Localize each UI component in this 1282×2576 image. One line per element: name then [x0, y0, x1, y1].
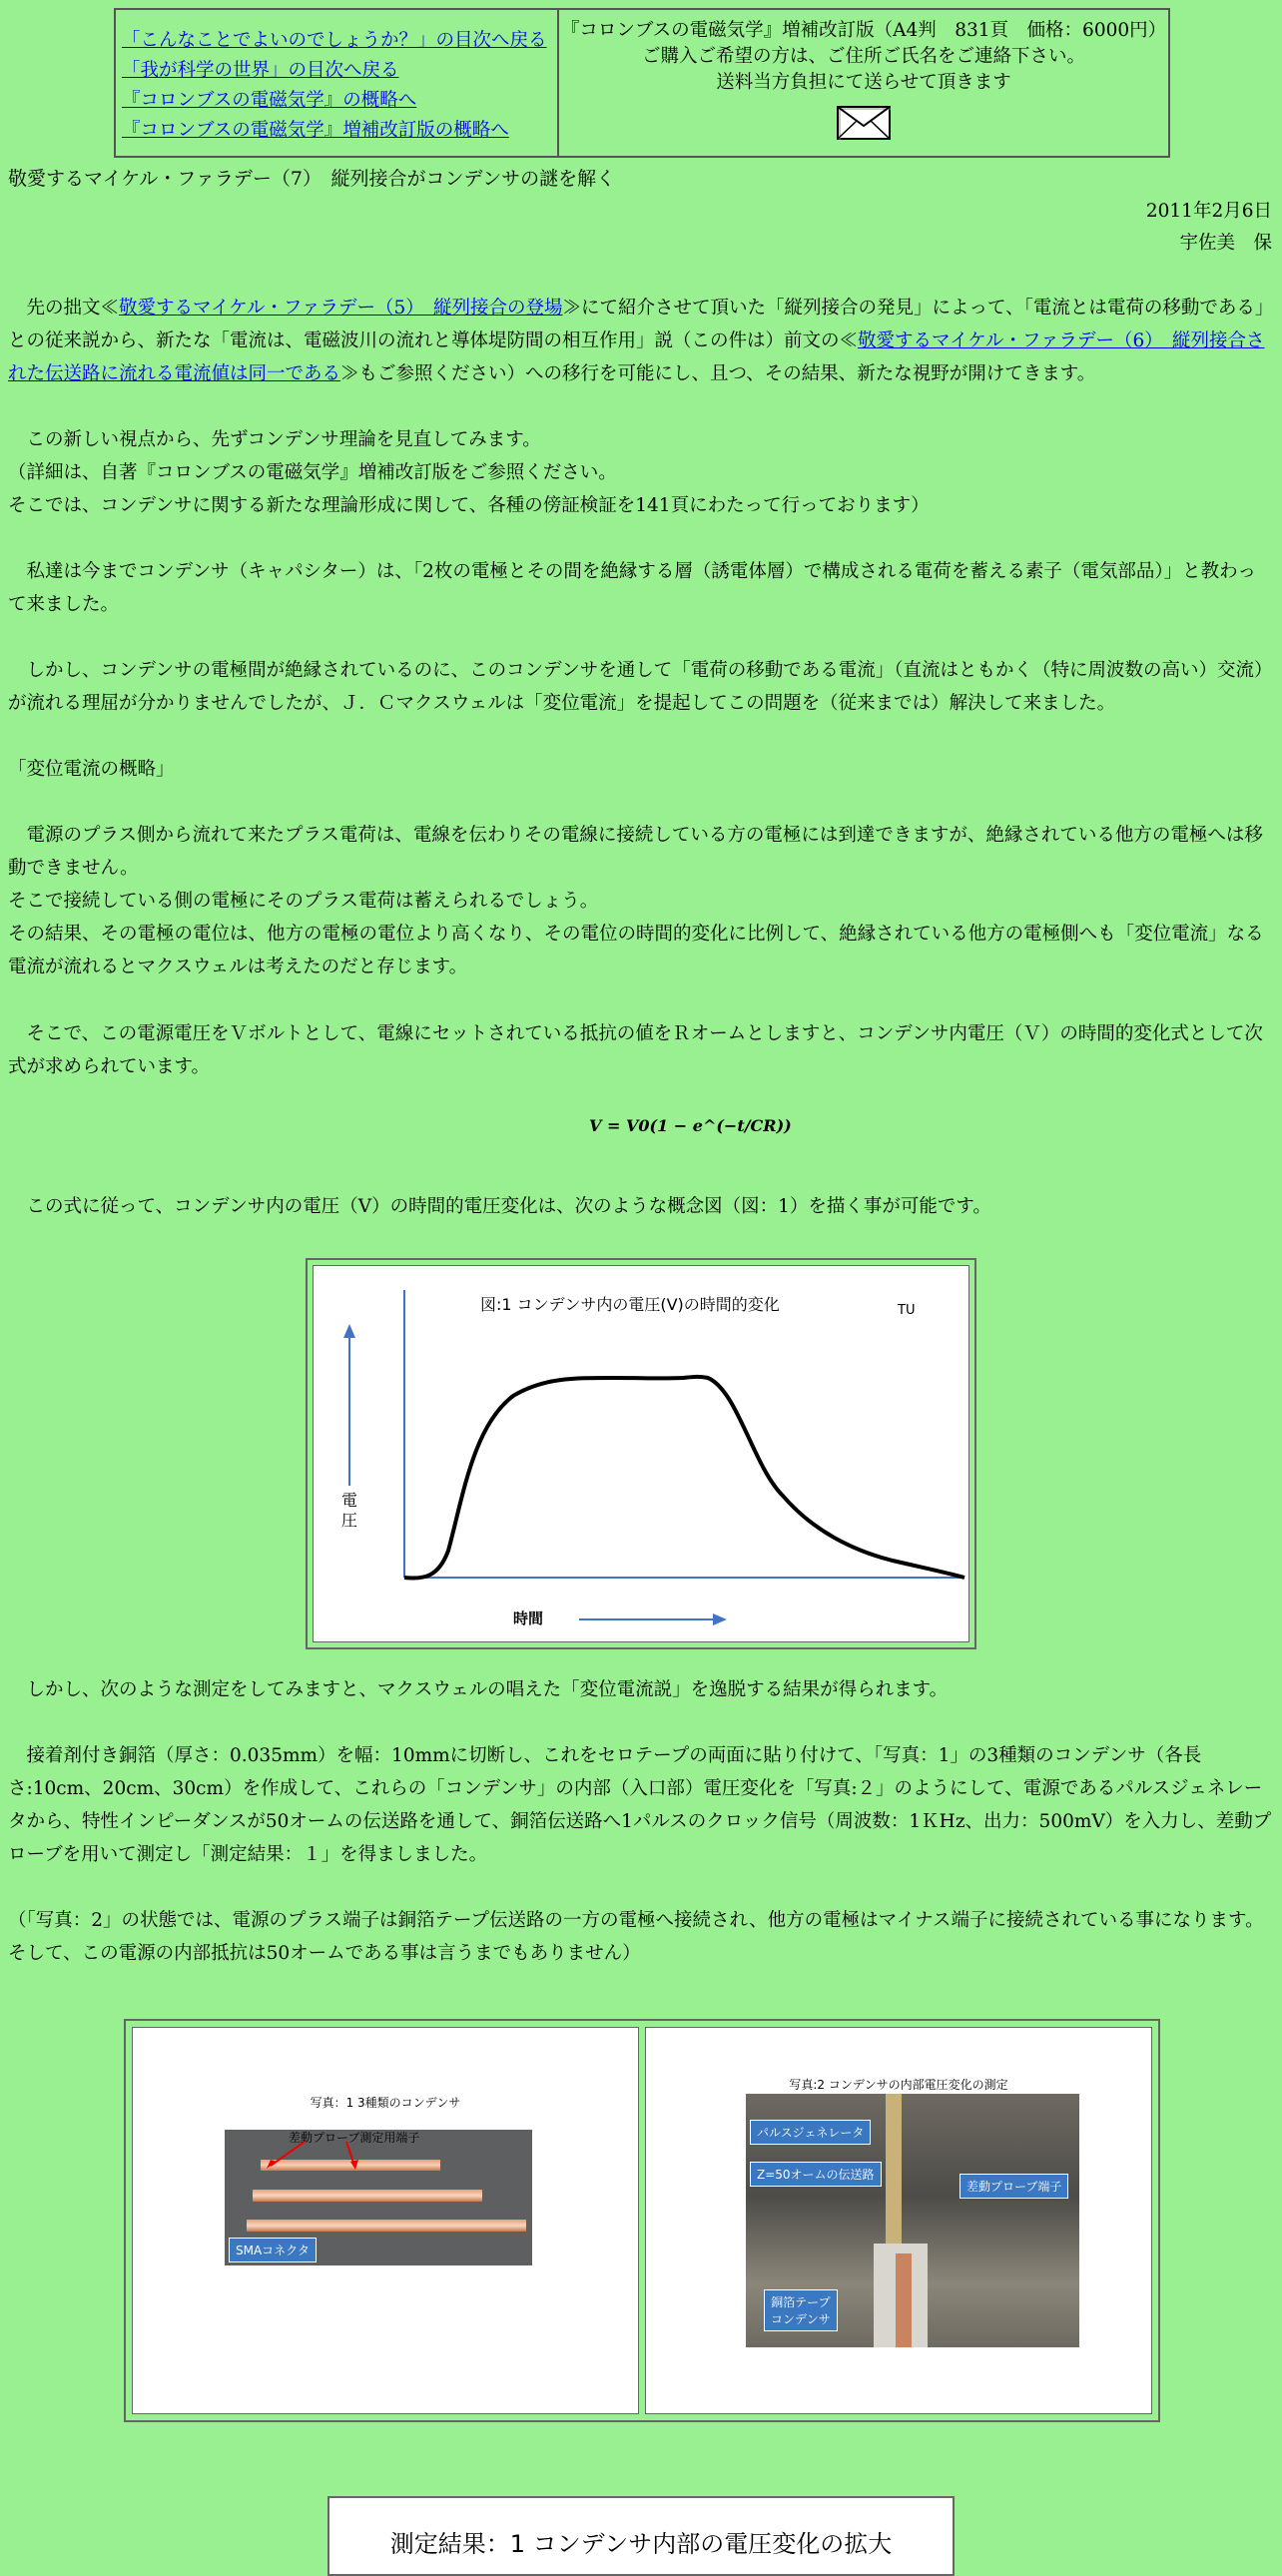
article-meta [1146, 196, 1272, 260]
red-arrows [265, 2136, 404, 2176]
book-info [559, 10, 1168, 156]
voltage-curve [404, 1377, 964, 1579]
article-title: 敬愛するマイケル・ファラデー（7） 縦列接合がコンデンサの謎を解く [8, 168, 616, 190]
photo-2-line-label: Z=50オームの伝送路 [750, 2162, 882, 2187]
paragraph-6: 電源のプラス側から流れて来たプラス電荷は、電線を伝わりその電線に接続している方の電極には到達できますが、絶縁されている他方の電極へは移動できません。 そこで接続している側の電極にそのプラス電荷は蓄えられるでしょう。 その結果、その電極の電位は、他方の電極の電位より高くなり、その電位の時間的変化に比例して、絶縁されている他方の電極側へも「変位電流」なる電流が流れるとマクスウェルは考えたのだと存じます。 [8, 825, 1264, 977]
article-author: 宇佐美 保 [1179, 233, 1272, 254]
result-1-title: 測定結果：1 コンデンサ内部の電圧変化の拡大 [389, 2530, 893, 2558]
figure-1-mark: TU [898, 1303, 916, 1318]
book-line-2: ご購入ご希望の方は、ご住所ご氏名をご連絡下さい。 [641, 46, 1085, 67]
x-label: 時間 [513, 1610, 544, 1627]
result-1-box [327, 2496, 955, 2576]
photo-1-image [225, 2130, 532, 2265]
formula: V = V0(1 − e^(−t/CR)) [589, 1116, 792, 1135]
photo-1-caption: 写真：1 3種類のコンデンサ [310, 2096, 461, 2110]
section-heading-displacement: 「変位電流の概略」 [8, 759, 175, 780]
book-line-1: 『コロンブスの電磁気学』増補改訂版（A4判 831頁 価格：6000円） [560, 20, 1167, 41]
paragraph-8: この式に従って、コンデンサ内の電圧（V）の時間的電圧変化は、次のような概念図（図：1）を描く事が可能です。 [8, 1196, 991, 1217]
paragraph-1: 先の拙文≪敬愛するマイケル・ファラデー（5） 縦列接合の登場≫にて紹介させて頂いた「縦列接合の発見」によって、「電流とは電荷の移動である」との従来説から、新たな「電流は、電磁波川の流れと導体堤防間の相互作用」説（この件は）前文の≪敬愛するマイケル・ファラデー（6） 縦列接合された伝送路に流れる電流値は同一である≫もご参照ください）への移行を可能にし、且つ、その結果、新たな視野が開けてきます。 [8, 298, 1274, 384]
paragraph-4: しかし、コンデンサの電極間が絶縁されているのに、このコンデンサを通して「電荷の移動である電流」（直流はともかく（特に周波数の高い）交流）が流れる理屈が分かりませんでしたが、Ｊ．Ｃマクスウェルは「変位電流」を提起してこの問題を（従来までは）解決して来ました。 [8, 660, 1273, 714]
paragraph-11: （「写真：2」の状態では、電源のプラス端子は銅箔テープ伝送路の一方の電極へ接続され、他方の電極はマイナス端子に接続されている事になります。 そして、この電源の内部抵抗は50オームである事は言うまでもありません） [8, 1910, 1264, 1964]
photo-1-probe-label: 差動プローブ測定用端子 [289, 2131, 420, 2145]
paragraph-7: そこで、この電源電圧をＶボルトとして、電線にセットされている抵抗の値をＲオームとしますと、コンデンサ内電圧（Ｖ）の時間的変化式として次式が求められています。 [8, 1023, 1263, 1077]
photo-2-cap-label: 銅箔テープ コンデンサ [764, 2289, 838, 2331]
link-toc-science[interactable]: 「我が科学の世界」の目次へ戻る [122, 60, 399, 81]
book-line-3: 送料当方負担にて送らせて頂きます [716, 72, 1011, 93]
photo-1-sma-label: SMAコネクタ [229, 2238, 317, 2262]
paragraph-9: しかし、次のような測定をしてみますと、マクスウェルの唱えた「変位電流説」を逸脱する結果が得られます。 [8, 1679, 949, 1700]
photo-2-probe-label: 差動プローブ端子 [960, 2174, 1068, 2199]
x-arrow-head [713, 1613, 727, 1625]
paragraph-10: 接着剤付き銅箔（厚さ：0.035mm）を幅：10mmに切断し、これをセロテープの両面に貼り付けて、「写真：1」の3種類のコンデンサ（各長さ:10cm、20cm、30cm）を作成して、これらの「コンデンサ」の内部（入口部）電圧変化を「写真:２」のようにして、電源であるパルスジェネレータから、特性インピーダンスが50オームの伝送路を通して、銅箔伝送路へ1パルスのクロック信号（周波数：1ＫHz、出力：500mV）を入力し、差動プローブを用いて測定し「測定結果：１」を得ましました。 [8, 1745, 1272, 1865]
nav-links [116, 10, 559, 156]
link-faraday-6[interactable]: 敬愛するマイケル・ファラデー（6） 縦列接合された伝送路に流れる電流値は同一である [8, 330, 1265, 384]
figure-1-title: 図:1 コンデンサ内の電圧(V)の時間的変化 [480, 1295, 780, 1314]
photo-2-pg-label: パルスジェネレータ [750, 2120, 871, 2145]
figure-1 [306, 1258, 976, 1649]
header-box [114, 8, 1170, 158]
link-toc-konna[interactable]: 「こんなことでよいのでしょうか？」の目次へ戻る [122, 30, 547, 51]
envelope-icon[interactable] [837, 106, 891, 140]
article-date: 2011年2月6日 [1145, 201, 1272, 222]
link-columbus-revised-summary[interactable]: 『コロンブスの電磁気学』増補改訂版の概略へ [122, 120, 509, 141]
y-arrow-head [343, 1324, 355, 1338]
photos-table [124, 2019, 1160, 2422]
photo-2-caption: 写真:2 コンデンサの内部電圧変化の測定 [789, 2078, 1008, 2092]
photo-1 [132, 2027, 639, 2414]
link-columbus-summary[interactable]: 『コロンブスの電磁気学』の概略へ [122, 90, 417, 111]
paragraph-2: この新しい視点から、先ずコンデンサ理論を見直してみます。 （詳細は、自著『コロンブスの電磁気学』増補改訂版をご参照ください。 そこでは、コンデンサに関する新たな理論形成に関して、各種の傍証検証を141頁にわたって行っております） [8, 429, 930, 516]
photo-2 [645, 2027, 1152, 2414]
photo-2-image [746, 2094, 1079, 2347]
y-label: 電圧 [341, 1491, 358, 1530]
paragraph-3: 私達は今までコンデンサ（キャパシター）は、「2枚の電極とその間を絶縁する層（誘電体層）で構成される電荷を蓄える素子（電気部品）」と教わって来ました。 [8, 561, 1256, 615]
link-faraday-5[interactable]: 敬愛するマイケル・ファラデー（5） 縦列接合の登場 [119, 298, 563, 319]
